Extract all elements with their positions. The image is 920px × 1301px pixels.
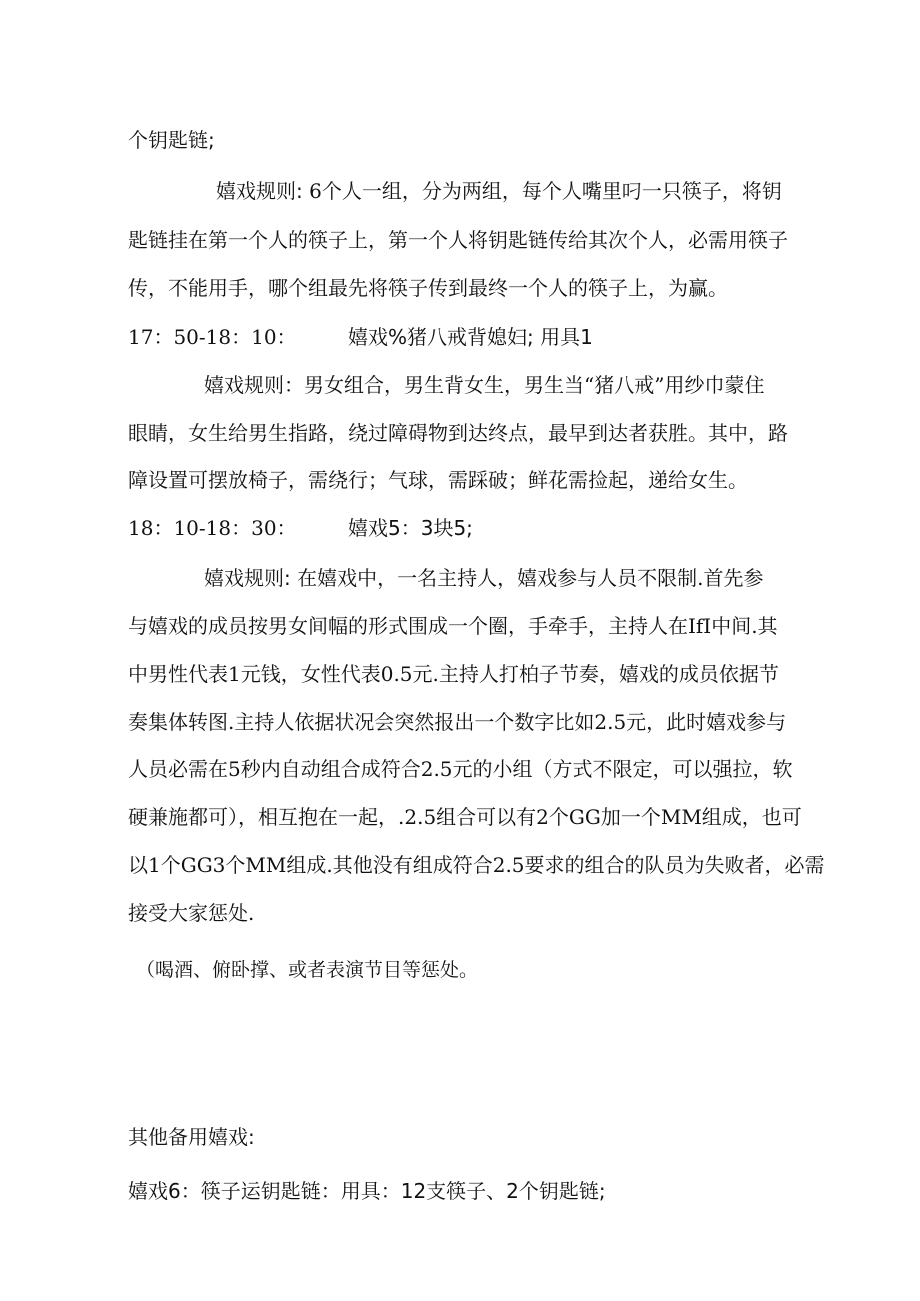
rule3-first-line (204, 564, 763, 592)
rule1-line: 匙链挂在第一个人的筷子上，第一个人将钥匙链传给其次个人，必需用筷子 (128, 228, 788, 252)
rule1-text: 6个人一组，分为两组，每个人嘴里叼一只筷子，将钥 (309, 179, 782, 203)
rule3-line: 以1个GG3个MM组成.其他没有组成符合2.5要求的组合的队员为失败者，必需 (128, 853, 825, 877)
session3-time: 18：10-18：30： (128, 516, 297, 540)
rule3-line: 人员必需在5秒内自动组合成符合2.5元的小组（方式不限定，可以强拉，软 (128, 757, 793, 781)
rule3-line: 奏集体转图.主持人依据状况会突然报出一个数字比如2.5元，此时嬉戏参与 (128, 710, 787, 734)
rule3-line: 中男性代表1元钱，女性代表0.5元.主持人打柏子节奏，嬉戏的成员依据节 (128, 662, 779, 686)
rule1-line: 传，不能用手，哪个组最先将筷子传到最终一个人的筷子上，为赢。 (128, 276, 728, 300)
rule3-line: 硬兼施都可），相互抱在一起，.2.5组合可以有2个GG加一个MM组成，也可 (128, 805, 802, 829)
game6-heading: 嬉戏6：筷子运钥匙链：用具：12支筷子、2个钥匙链; (128, 1179, 606, 1203)
session2-time: 17：50-18：10： (128, 325, 297, 349)
rule1-label: 嬉戏规则: (216, 179, 303, 203)
page-top-heading: 个钥匙链; (128, 128, 215, 152)
rule2-line: 嬉戏规则：男女组合，男生背女生，男生当“猪八戒”用纱巾蒙住 (204, 373, 765, 397)
session3-title: 嬉戏5：3块5; (348, 516, 473, 540)
other-games-heading: 其他备用嬉戏: (128, 1125, 255, 1149)
rule3-line: 与嬉戏的成员按男女间幅的形式围成一个圈，手牵手，主持人在IfI中间.其 (128, 614, 778, 638)
session2-title: 嬉戏%猪八戒背媳妇; 用具1 (348, 325, 593, 349)
rule3-label: 嬉戏规则: (204, 566, 291, 590)
rule1-first-line (216, 177, 782, 205)
rule3-line: 接受大家惩处. (128, 901, 255, 925)
rule3-text: 在嬉戏中，一名主持人，嬉戏参与人员不限制.首先参 (297, 566, 764, 590)
rule2-line: 障设置可摆放椅子，需绕行；气球，需踩破；鲜花需捡起，递给女生。 (128, 468, 748, 492)
rule2-line: 眼睛，女生给男生指路，绕过障碍物到达终点，最早到达者获胜。其中，路 (128, 421, 788, 445)
penalty-note: （喝酒、俯卧撑、或者表演节目等惩处。 (136, 959, 479, 981)
